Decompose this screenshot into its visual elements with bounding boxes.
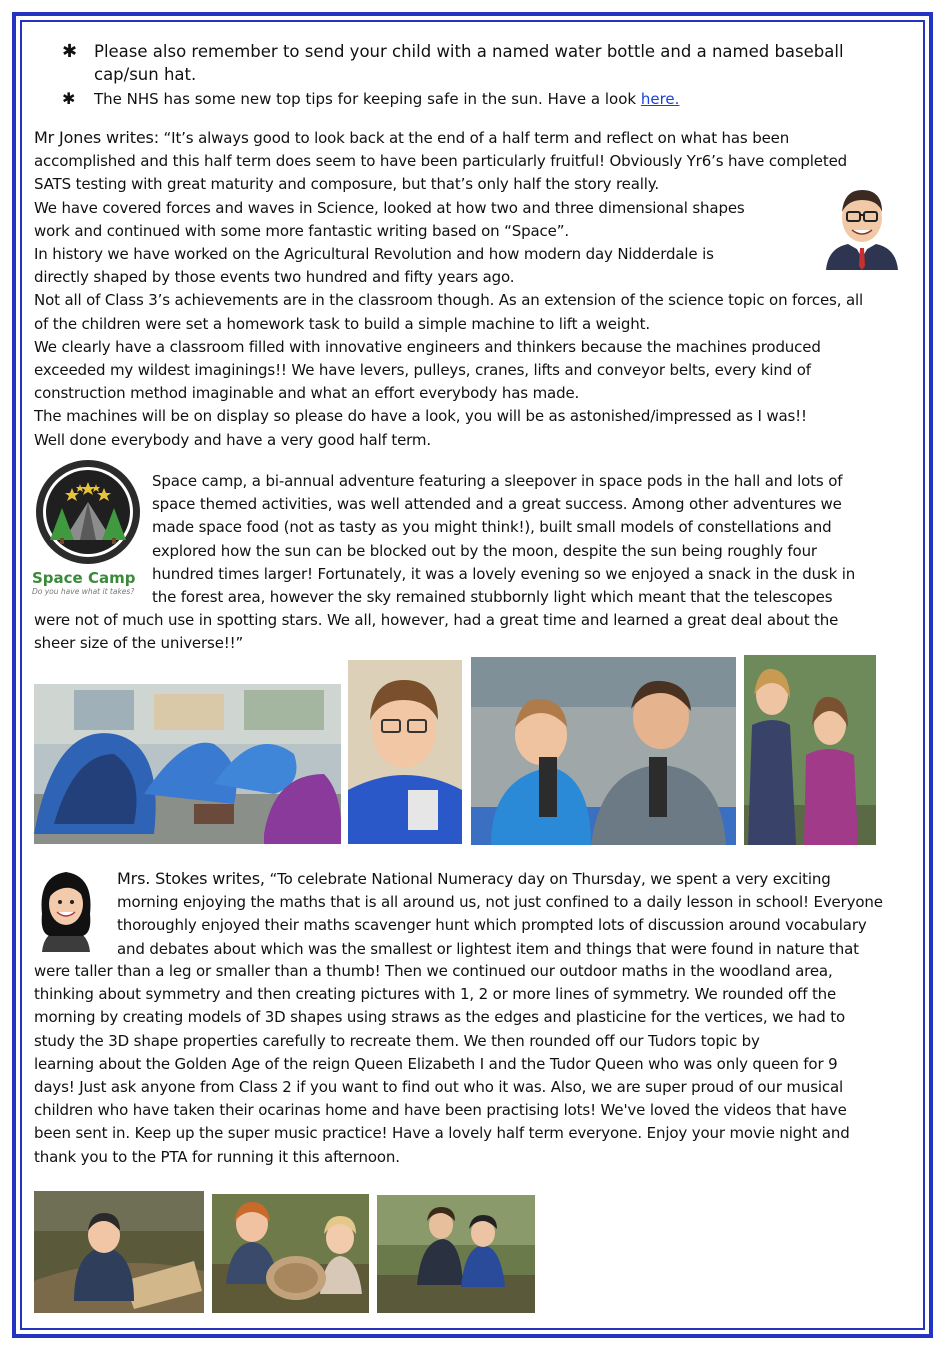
- jones-line: In history we have worked on the Agricultural Revolution and how modern day Nidderdale is: [34, 245, 714, 264]
- reminder-bullets: [62, 40, 902, 110]
- space-camp-line: hundred times larger! Fortunately, it was a lovely evening so we enjoyed a snack in the dusk in: [152, 564, 856, 583]
- stokes-line: and debates about which was the smallest or lightest item and things that were found in nature that: [117, 939, 859, 958]
- stokes-line: thank you to the PTA for running it this afternoon.: [34, 1147, 400, 1166]
- space-camp-line: the forest area, however the sky remained stubbornly light which meant that the telescopes: [152, 588, 833, 607]
- stokes-line: morning by creating models of 3D shapes using straws as the edges and plasticine for the vertices, we had to: [34, 1008, 846, 1027]
- bullet-nhs-tips: [62, 88, 902, 110]
- jones-line: Not all of Class 3’s achievements are in the classroom though. As an extension of the science topic on forces, all: [34, 291, 864, 310]
- space-camp-logo-title: Space Camp: [32, 569, 136, 587]
- stokes-line: “To celebrate National Numeracy day on Thursday, we spent a very exciting: [264, 870, 831, 888]
- space-camp-line: sheer size of the universe!!”: [34, 634, 244, 653]
- space-camp-line: made space food (not as tasty as you might think!), built small models of constellations and: [152, 518, 832, 537]
- stokes-line: morning enjoying the maths that is all around us, not just confined to a daily lesson in school! Everyone: [117, 893, 883, 912]
- space-camp-line: Space camp, a bi-annual adventure featuring a sleepover in space pods in the hall and lots of: [152, 472, 843, 490]
- jones-line: Well done everybody and have a very good half term.: [34, 430, 431, 449]
- jones-line: We have covered forces and waves in Science, looked at how two and three dimensional shapes: [34, 198, 745, 217]
- space-camp-line: were not of much use in spotting stars. We all, however, had a great time and learned a great deal about the: [34, 611, 839, 629]
- space-camp-line: space themed activities, was well attended and a great success. Among other adventures we: [152, 495, 842, 514]
- jones-paragraph: [34, 126, 914, 452]
- photo-girls-outdoors: [744, 655, 876, 845]
- jones-line: We clearly have a classroom filled with innovative engineers and thinkers because the machines produced: [34, 337, 821, 356]
- mr-jones-cartoon-image: [818, 182, 906, 270]
- stokes-line: children who have taken their ocarinas home and have been practising lots! We've loved the videos that have: [34, 1101, 847, 1120]
- stokes-line: study the 3D shape properties carefully to recreate them. We then rounded off our Tudors topic by: [34, 1031, 760, 1050]
- stokes-paragraph-end: [34, 960, 909, 1169]
- space-camp-logo-icon: [34, 458, 142, 566]
- jones-line: directly shaped by those events two hundred and fifty years ago.: [34, 268, 515, 287]
- asterisk-bullet-icon: ✱: [62, 41, 78, 62]
- photo-tents-classroom: [34, 684, 341, 844]
- space-camp-logo-tagline: Do you have what it takes?: [32, 587, 135, 596]
- space-camp-logo-text: [32, 569, 144, 596]
- jones-line: work and continued with some more fantastic writing based on “Space”.: [34, 221, 569, 240]
- space-camp-line: explored how the sun can be blocked out by the moon, despite the sun being roughly four: [152, 541, 817, 560]
- stokes-line: thinking about symmetry and then creating pictures with 1, 2 or more lines of symmetry. We rounded off the: [34, 985, 837, 1004]
- jones-line: construction method imaginable and what an effort everybody has made.: [34, 384, 580, 403]
- bullet-water-bottle: [62, 40, 902, 86]
- stokes-line: days! Just ask anyone from Class 2 if you want to find out who it was. Also, we are super proud of our musical: [34, 1078, 844, 1097]
- photo-child-space-food: [348, 660, 462, 844]
- stokes-paragraph: [117, 867, 907, 961]
- jones-line: accomplished and this half term does seem to have been particularly fruitful! Obviously Yr6’s have completed: [34, 152, 848, 171]
- space-camp-paragraph: [152, 470, 912, 609]
- jones-line: The machines will be on display so please do have a look, you will be as astonished/impressed as I was!!: [34, 407, 807, 426]
- bullet-text-line: cap/sun hat.: [94, 65, 197, 84]
- stokes-line: learning about the Golden Age of the reign Queen Elizabeth I and the Tudor Queen who was only queen for 9: [34, 1054, 838, 1073]
- jones-lead: Mr Jones writes:: [34, 128, 159, 147]
- photo-children-forest: [377, 1195, 535, 1313]
- asterisk-bullet-icon: ✱: [62, 89, 76, 108]
- bullet-text: The NHS has some new top tips for keeping safe in the sun. Have a look: [94, 90, 641, 108]
- photo-child-woodland: [34, 1191, 204, 1313]
- photo-boys-models: [471, 657, 736, 845]
- jones-line: of the children were set a homework task to build a simple machine to lift a weight.: [34, 314, 650, 333]
- mrs-stokes-cartoon-image: [32, 864, 100, 952]
- stokes-lead: Mrs. Stokes writes,: [117, 869, 265, 888]
- photo-children-log: [212, 1194, 369, 1313]
- nhs-link[interactable]: here.: [640, 90, 680, 108]
- stokes-line: been sent in. Keep up the super music practice! Have a lovely half term everyone. Enjoy your movie night and: [34, 1124, 850, 1143]
- stokes-line: were taller than a leg or smaller than a thumb! Then we continued our outdoor maths in the woodland area,: [34, 962, 833, 980]
- jones-line: SATS testing with great maturity and composure, but that’s only half the story really.: [34, 175, 660, 194]
- jones-line: exceeded my wildest imaginings!! We have levers, pulleys, cranes, lifts and conveyor belts, every kind of: [34, 361, 811, 380]
- stokes-line: thoroughly enjoyed their maths scavenger hunt which prompted lots of discussion around vocabulary: [117, 916, 867, 935]
- space-camp-paragraph-end: [34, 609, 914, 655]
- jones-line: “It’s always good to look back at the end of a half term and reflect on what has been: [158, 129, 790, 147]
- bullet-text-line: Please also remember to send your child with a named water bottle and a named baseball: [94, 42, 844, 61]
